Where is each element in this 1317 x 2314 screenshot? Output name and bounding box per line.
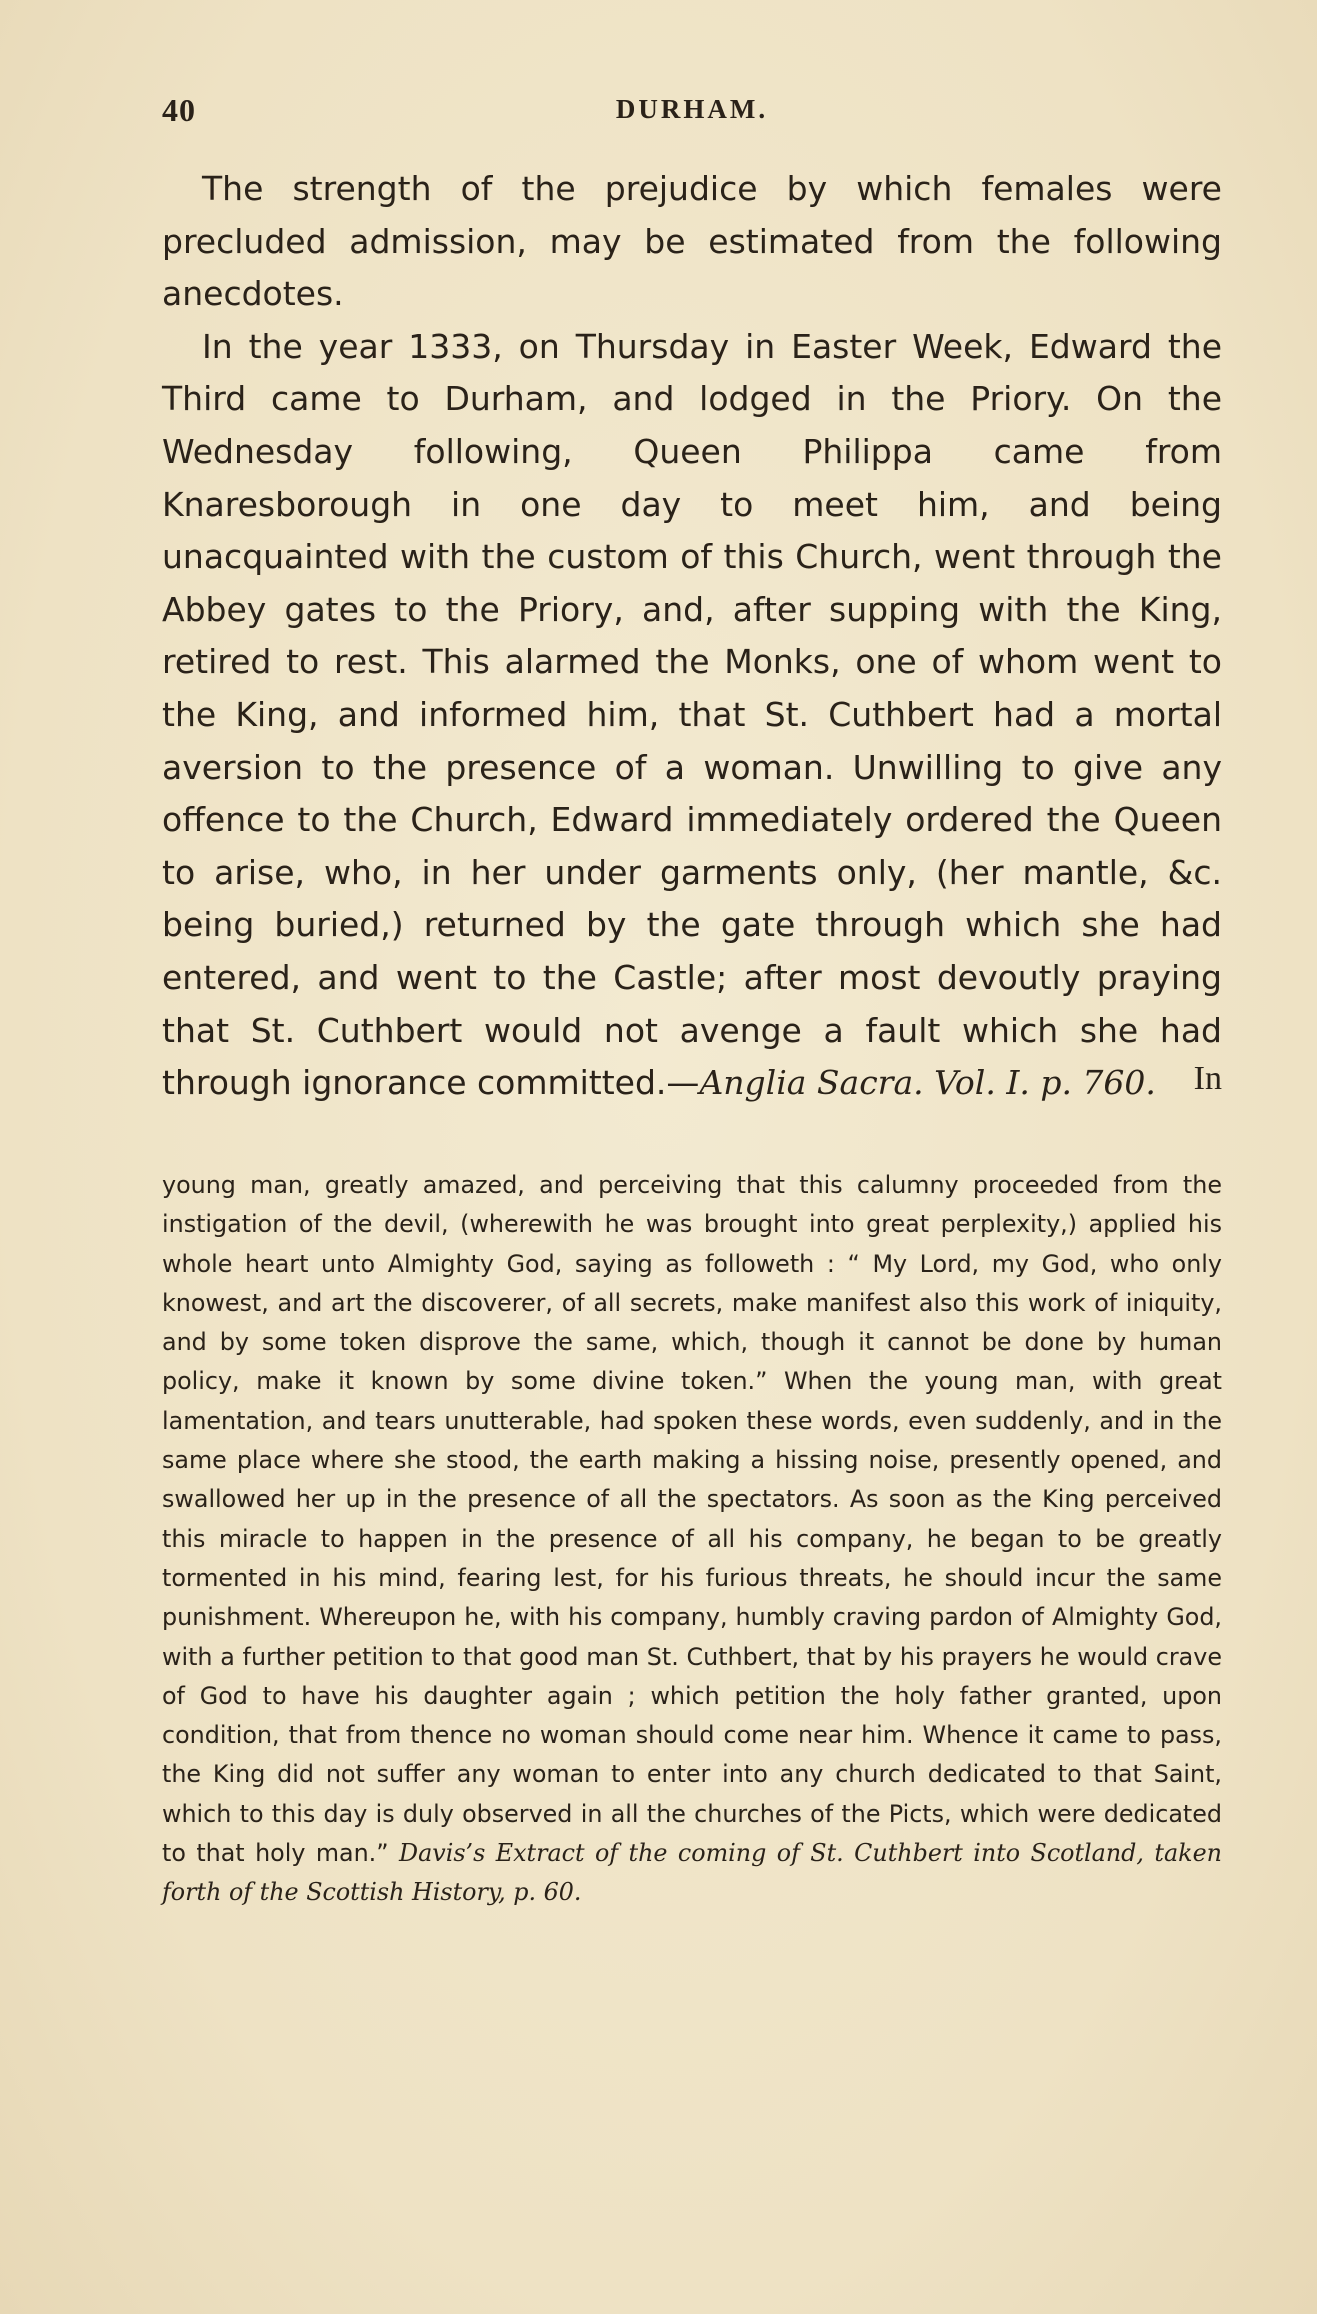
paragraph-text: The strength of the prejudice by which females were precluded admission, may be estimated from the following anecdotes.: [162, 169, 1222, 314]
paragraph: [162, 321, 1222, 1110]
paragraph: [162, 163, 1222, 321]
quote-citation: Davis’s Extract of the coming of St. Cuthbert into Scotland, taken forth of the Scottish History, p. 60.: [162, 1839, 1222, 1907]
page-number: 40: [162, 92, 196, 128]
catchword: In: [1193, 1060, 1222, 1097]
quote-body: young man, greatly amazed, and perceiving that this calumny proceeded from the instigation of the devil, (wherewith he was brought into great perplexity,) applied his whole heart unto Almighty God, saying as followeth : “ My Lord, my God, who only knowest, and art the discoverer, of all secrets, make manifest also this work of iniquity, and by some token disprove the same, which, though it cannot be done by human policy, make it known by some divine token.” When the young man, with great lamentation, and tears unutterable, had spoken these words, even suddenly, and in the same place where she stood, the earth making a hissing noise, presently opened, and swallowed her up in the presence of all the spectators. As soon as the King perceived this miracle to happen in the presence of all his company, he began to be greatly tormented in his mind, fearing lest, for his furious threats, he should incur the same punishment. Whereupon he, with his company, humbly craving pardon of Almighty God, with a further petition to that good man St. Cuthbert, that by his prayers he would crave of God to have his daughter again ; which petition the holy father granted, upon condition, that from thence no woman should come near him. Whence it came to pass, the King did not suffer any woman to enter into any church dedicated to that Saint, which to this day is duly observed in all the churches of the Picts, which were dedicated to that holy man.”: [162, 1171, 1222, 1868]
quoted-passage: [162, 1166, 1222, 1913]
main-text: [162, 163, 1222, 1110]
page-header: [162, 92, 1222, 132]
paragraph-text: In the year 1333, on Thursday in Easter Week, Edward the Third came to Durham, and lodged in the Priory. On the Wednesday following, Queen Philippa came from Knaresborough in one day to meet him, and being unacquainted with the custom of this Church, went through the Abbey gates to the Priory, and, after supping with the King, retired to rest. This alarmed the Monks, one of whom went to the King, and informed him, that St. Cuthbert had a mortal aversion to the presence of a woman. Unwilling to give any offence to the Church, Edward immediately ordered the Queen to arise, who, in her under garments only, (her mantle, &c. being buried,) returned by the gate through which she had entered, and went to the Castle; after most devoutly praying that St. Cuthbert would not avenge a fault which she had through ignorance committed.—: [162, 326, 1222, 1103]
running-head: DURHAM.: [615, 94, 769, 124]
citation: Anglia Sacra. Vol. I. p. 760.: [699, 1063, 1156, 1103]
